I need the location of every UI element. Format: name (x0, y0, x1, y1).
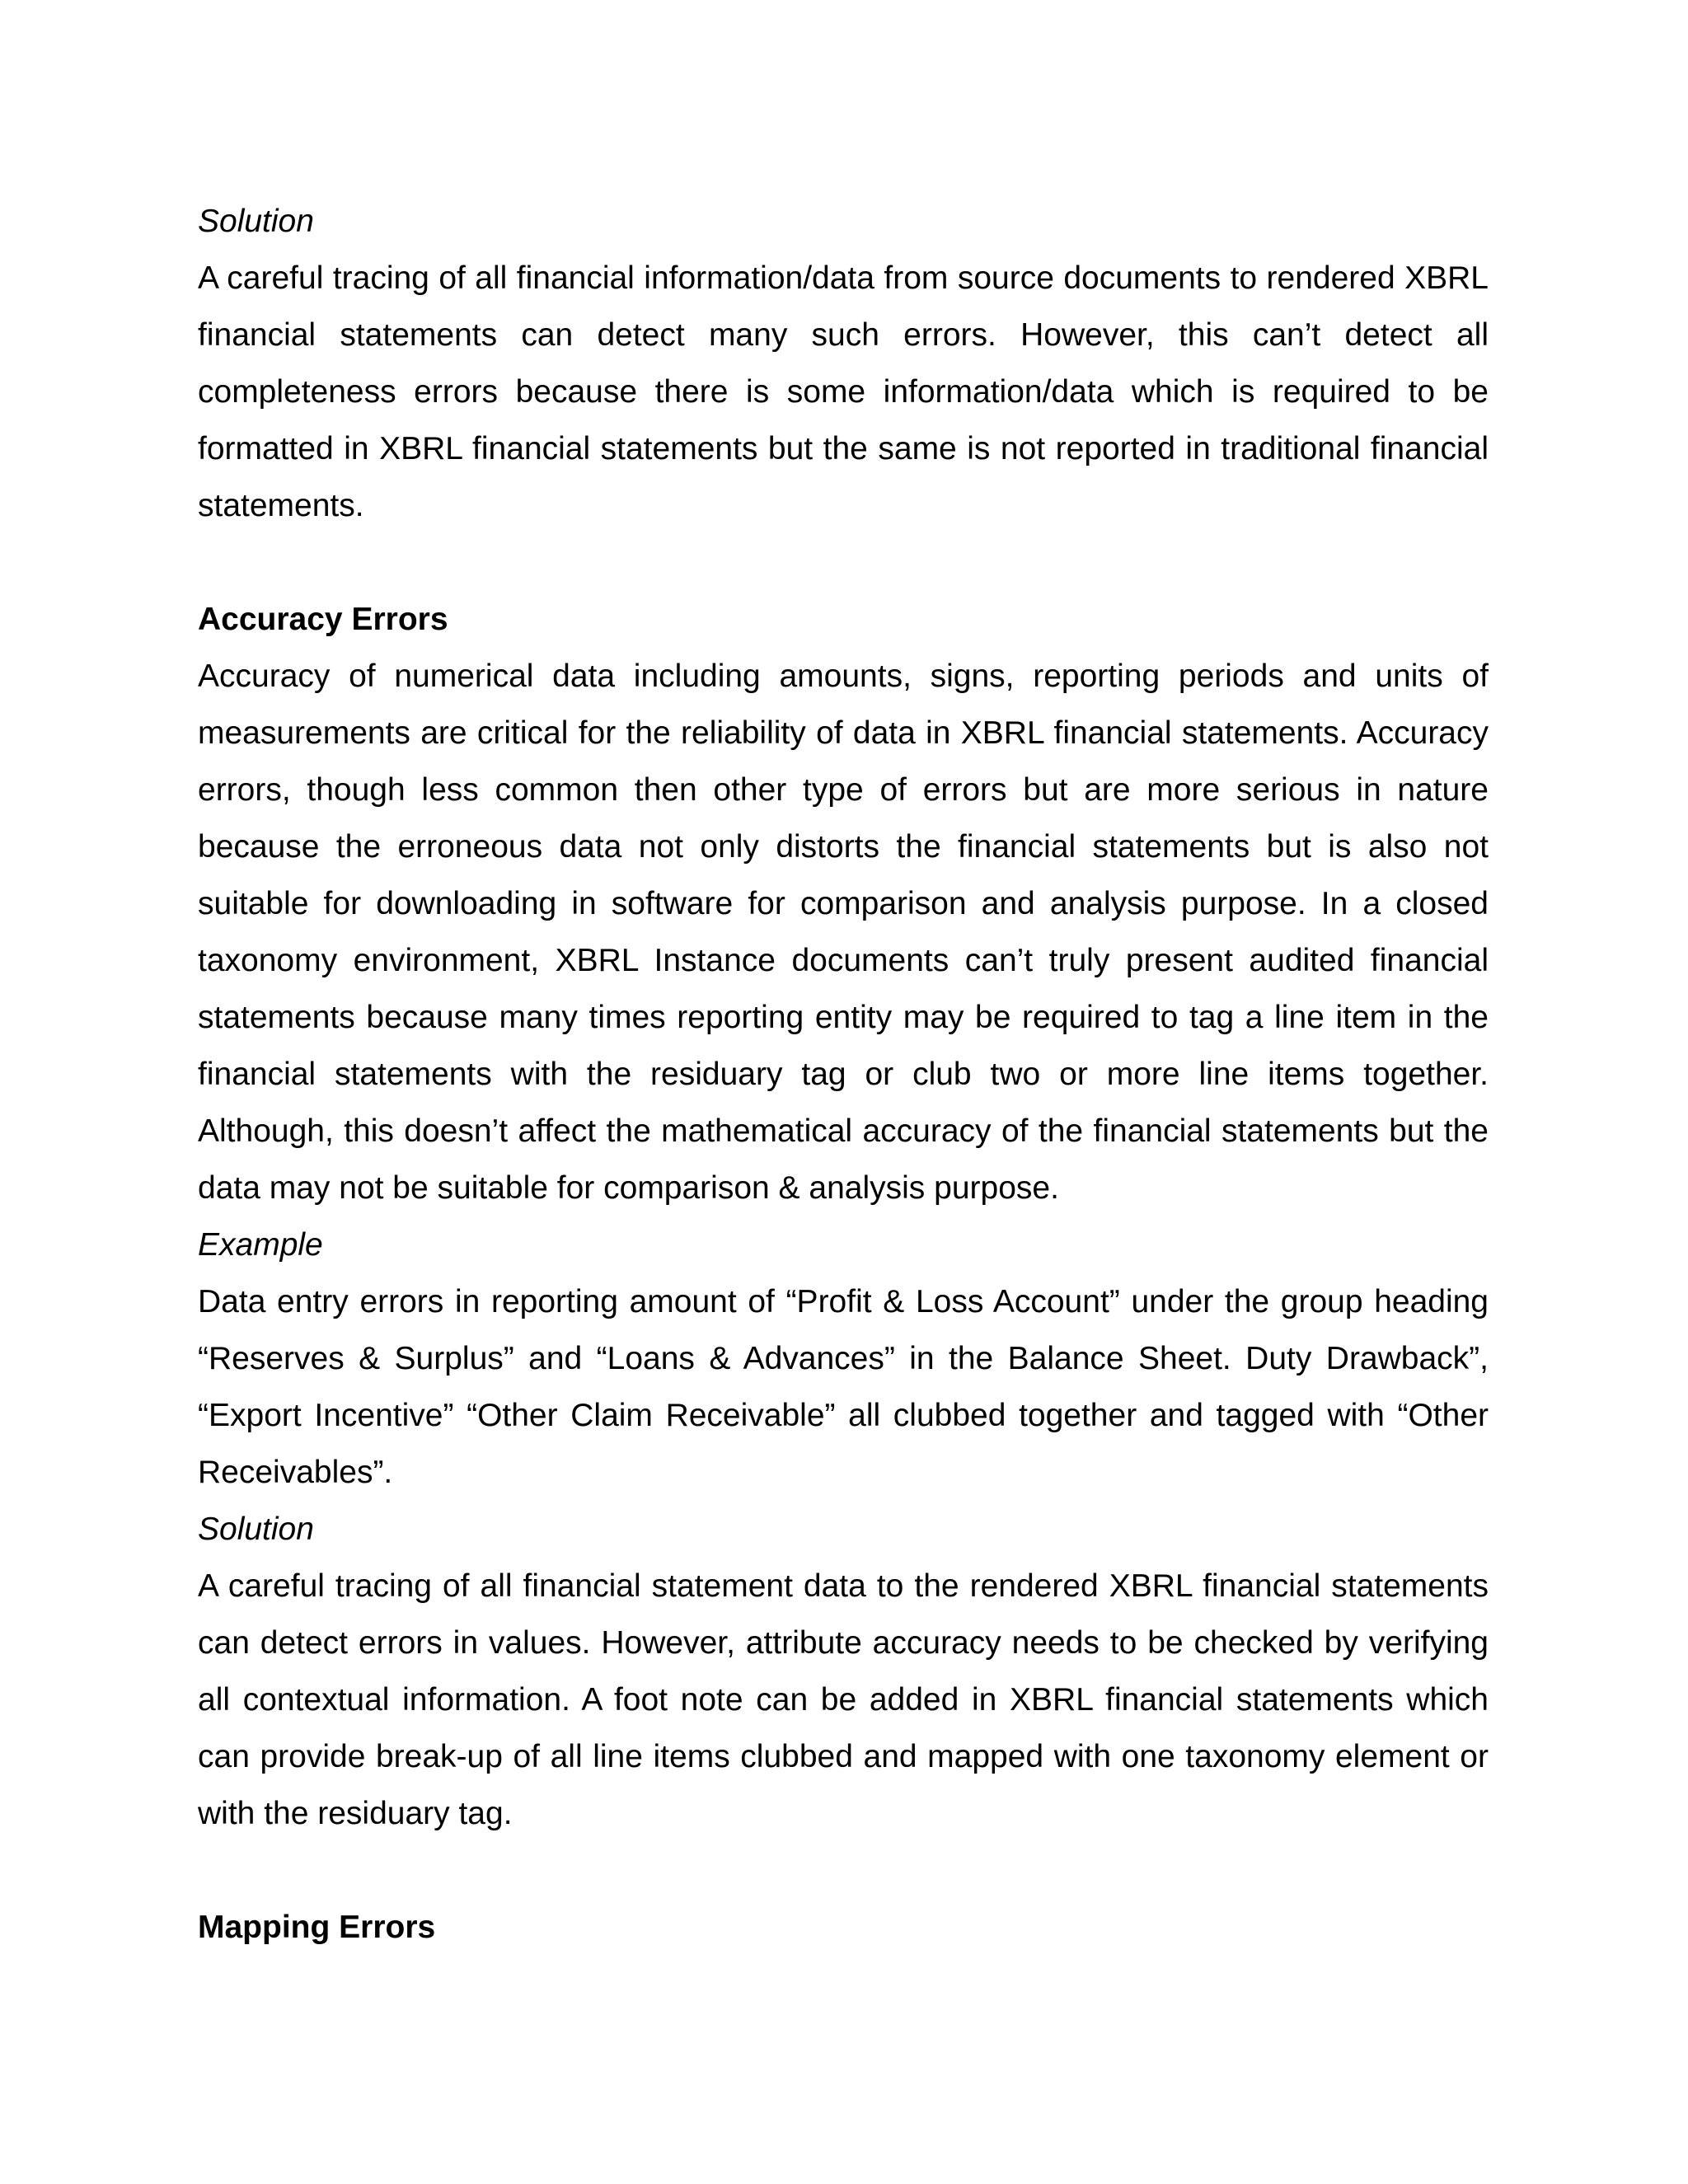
example-paragraph: Data entry errors in reporting amount of “Profit & Loss Account” under the group heading “Reserves & Surplus” and “Loans & Advances” in the Balance Sheet. Duty Drawback”, “Export Incentive” “Other Claim Receivable” all clubbed together and tagged with “Other Receivables”. (198, 1284, 1489, 1490)
example-label: Example (198, 1227, 323, 1263)
accuracy-errors-heading: Accuracy Errors (198, 602, 448, 637)
solution-paragraph: A careful tracing of all financial information/data from source documents to rendered XBRL financial statements can detect many such errors. However, this can’t detect all completeness errors because there is some information/data which is required to be formatted in XBRL financial statements but the same is not reported in traditional financial statements. (198, 260, 1489, 523)
solution-label: Solution (198, 204, 314, 239)
mapping-errors-heading: Mapping Errors (198, 1910, 436, 1945)
spacer (198, 534, 1489, 591)
accuracy-solution-paragraph: A careful tracing of all financial statement data to the rendered XBRL financial statements can detect errors in values. However, attribute accuracy needs to be checked by verifying all contextual information. A foot note can be added in XBRL financial statements which can provide break-up of all line items clubbed and mapped with one taxonomy element or with the residuary tag. (198, 1568, 1489, 1831)
spacer (198, 1842, 1489, 1899)
accuracy-errors-paragraph: Accuracy of numerical data including amounts, signs, reporting periods and units of measurements are critical for the reliability of data in XBRL financial statements. Accuracy errors, though less common then other type of errors but are more serious in nature because the erroneous data not only distorts the financial statements but is also not suitable for downloading in software for comparison and analysis purpose. In a closed taxonomy environment, XBRL Instance documents can’t truly present audited financial statements because many times reporting entity may be required to tag a line item in the financial statements with the residuary tag or club two or more line items together. Although, this doesn’t affect the mathematical accuracy of the financial statements but the data may not be suitable for comparison & analysis purpose. (198, 658, 1489, 1206)
document-page (198, 193, 1489, 1956)
accuracy-solution-label: Solution (198, 1511, 314, 1547)
